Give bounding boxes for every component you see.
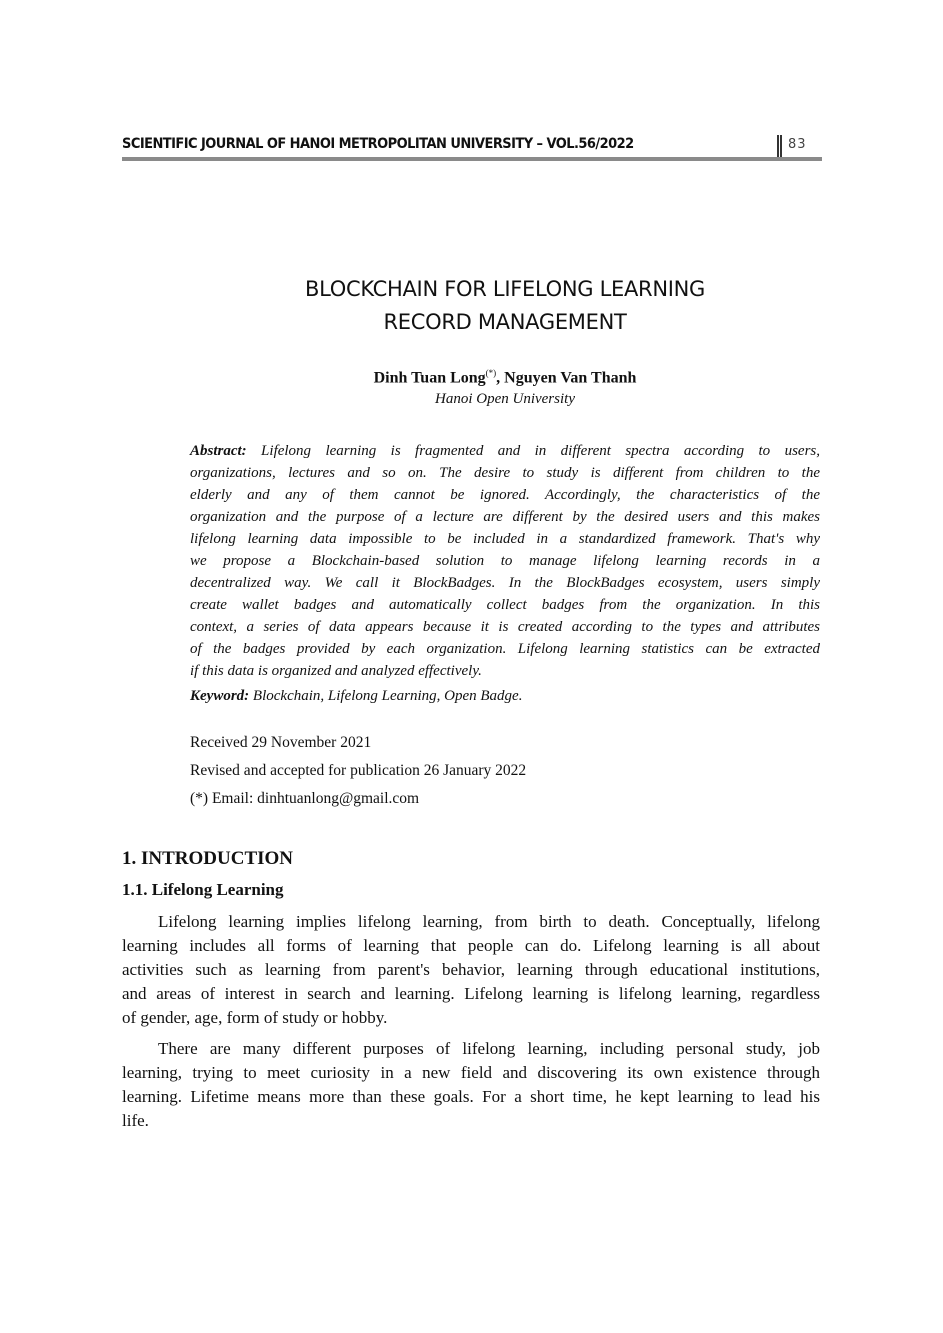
abstract-line: organization and the purpose of a lecture are different by the desired users and this makes [190, 509, 820, 525]
abstract-line: lifelong learning data impossible to be included in a standardized framework. That's why [190, 531, 820, 547]
affiliation: Hanoi Open University [435, 391, 575, 407]
received-date: Received 29 November 2021 [190, 734, 372, 751]
abstract-line: if this data is organized and analyzed effectively. [190, 663, 482, 679]
paragraph-line: learning. Lifetime means more than these goals. For a short time, he kept learning to lead his [122, 1087, 820, 1106]
paragraph-line: and areas of interest in search and learning. Lifelong learning is lifelong learning, regardless [122, 984, 820, 1003]
abstract-line: context, a series of data appears because it is created according to the types and attributes [190, 619, 820, 635]
paragraph-line: There are many different purposes of lifelong learning, including personal study, job [158, 1039, 820, 1058]
keywords [190, 688, 522, 705]
corresponding-mark: (*) [485, 368, 497, 378]
page-number: 83 [788, 137, 807, 152]
abstract-line: create wallet badges and automatically collect badges from the organization. In this [190, 597, 820, 613]
abstract-line: we propose a Blockchain-based solution to manage lifelong learning records in a [190, 553, 820, 569]
header-bar-divider [777, 135, 782, 157]
abstract [190, 440, 820, 682]
journal-header: SCIENTIFIC JOURNAL OF HANOI METROPOLITAN UNIVERSITY – VOL.56/2022 [122, 136, 634, 152]
paragraph-line: life. [122, 1111, 149, 1130]
abstract-line: elderly and any of them cannot be ignored. Accordingly, the characteristics of the [190, 487, 820, 503]
paragraph-2 [122, 1037, 820, 1133]
author-1: Dinh Tuan Long [373, 369, 486, 387]
abstract-label: Abstract: [190, 443, 247, 459]
paragraph-line: of gender, age, form of study or hobby. [122, 1008, 388, 1027]
authors [0, 368, 943, 387]
header-rule [122, 157, 822, 161]
keyword-label: Keyword: [190, 688, 250, 704]
paragraph-line: activities such as learning from parent's behavior, learning through educational institutions, [122, 960, 820, 979]
section-heading: 1. INTRODUCTION [122, 848, 294, 869]
abstract-line: organizations, lectures and so on. The desire to study is different from children to the [190, 465, 820, 481]
paper-title-line2: RECORD MANAGEMENT [383, 310, 627, 334]
subsection-heading: 1.1. Lifelong Learning [122, 880, 284, 899]
abstract-line: of the badges provided by each organization. Lifelong learning statistics can be extracted [190, 641, 820, 657]
paper-title-line1: BLOCKCHAIN FOR LIFELONG LEARNING [304, 277, 706, 301]
paragraph-1 [122, 910, 820, 1030]
abstract-line: decentralized way. We call it BlockBadges. In the BlockBadges ecosystem, users simply [190, 575, 820, 591]
paragraph-line: learning includes all forms of learning that people can do. Lifelong learning is all about [122, 936, 820, 955]
revised-date: Revised and accepted for publication 26 January 2022 [190, 762, 527, 779]
paragraph-line: learning, trying to meet curiosity in a new field and discovering its own existence through [122, 1063, 820, 1082]
abstract-line: Lifelong learning is fragmented and in different spectra according to users, [246, 443, 820, 459]
corresponding-email: (*) Email: dinhtuanlong@gmail.com [190, 790, 420, 807]
paragraph-line: Lifelong learning implies lifelong learning, from birth to death. Conceptually, lifelong [158, 912, 820, 931]
keyword-text: Blockchain, Lifelong Learning, Open Badge. [249, 688, 523, 704]
author-2: , Nguyen Van Thanh [496, 369, 637, 387]
